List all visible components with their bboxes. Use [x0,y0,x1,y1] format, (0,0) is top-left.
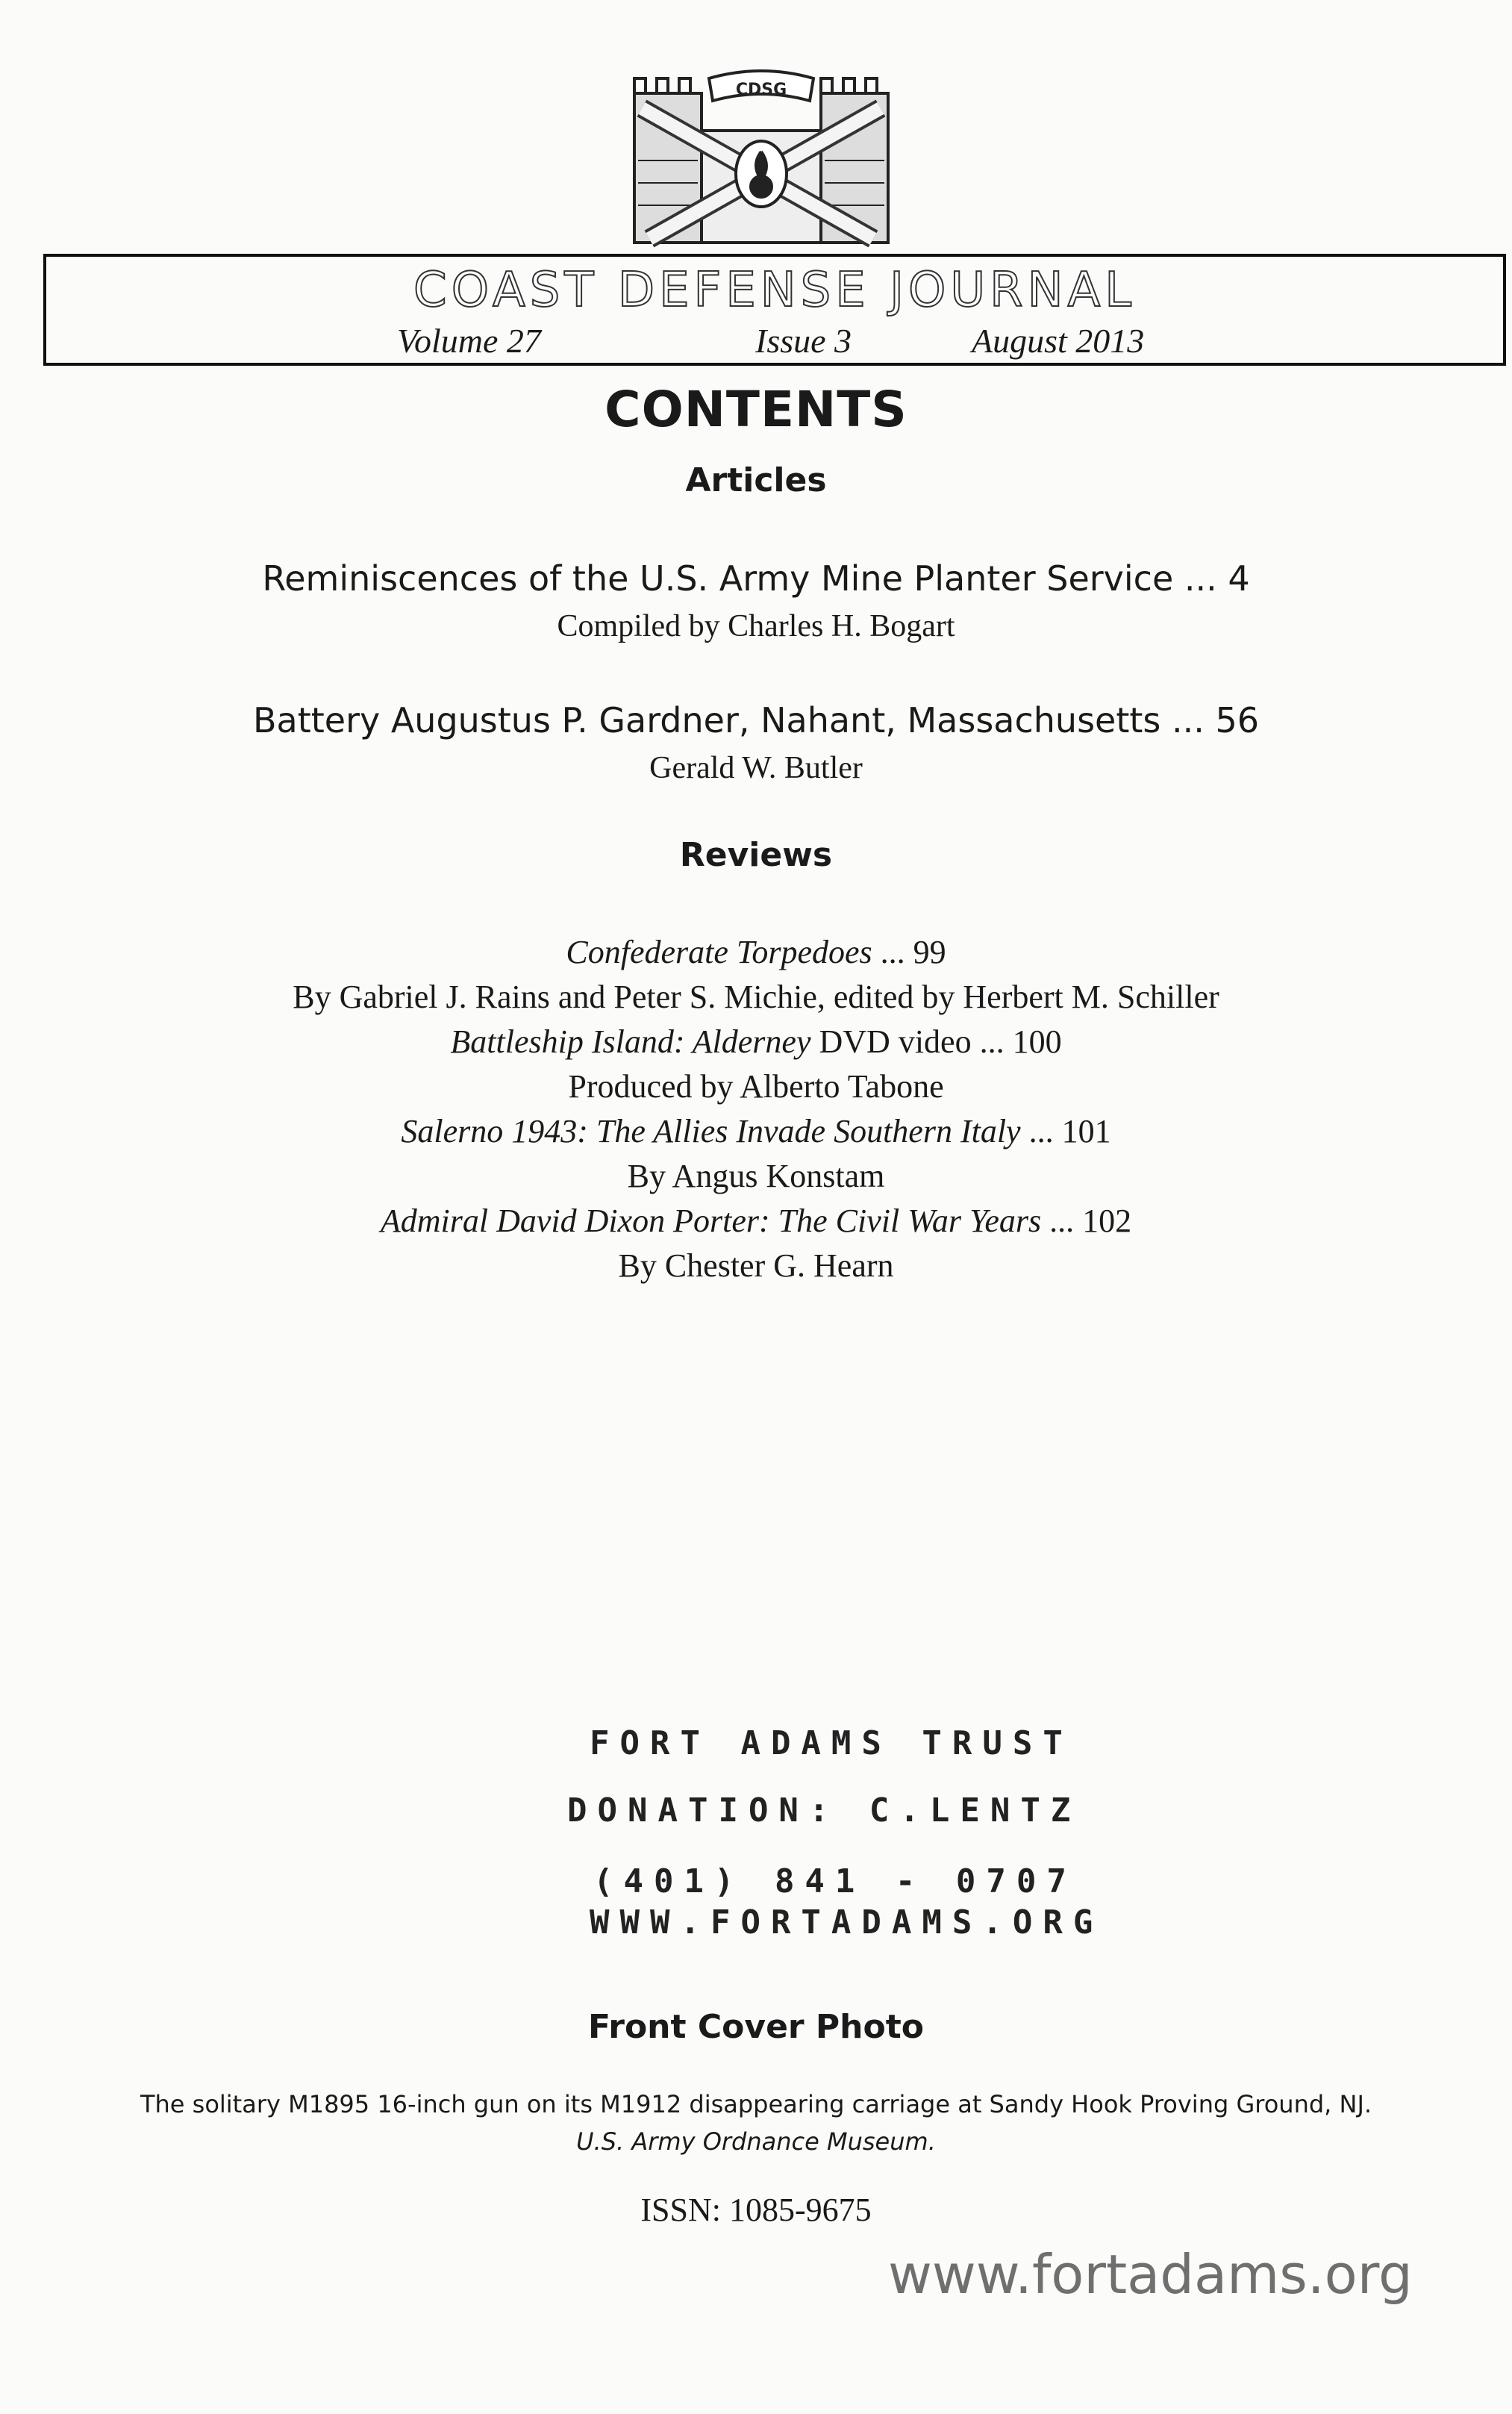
cdsg-logo [627,63,896,254]
article-author: Compiled by Charles H. Bogart [557,609,955,643]
review-page: ... 101 [1020,1113,1111,1150]
articles-heading: Articles [685,461,827,499]
review-byline: By Gabriel J. Rains and Peter S. Michie, edited by Herbert M. Schiller [293,979,1219,1015]
review-title-line [0,1202,1512,1240]
cover-photo-caption: The solitary M1895 16-inch gun on its M1912 disappearing carriage at Sandy Hook Proving Ground, NJ. [140,2090,1372,2118]
article-author: Gerald W. Butler [649,751,863,785]
stamp-line: FORT ADAMS TRUST [590,1724,1073,1762]
stamp-line: WWW.FORTADAMS.ORG [590,1903,1104,1942]
review-page: DVD video ... 100 [810,1023,1062,1060]
journal-title: COAST DEFENSE JOURNAL [413,263,1136,318]
review-title: Confederate Torpedoes [566,934,872,970]
reviews-heading: Reviews [679,836,833,874]
article-title: Battery Augustus P. Gardner, Nahant, Massachusetts ... 56 [252,700,1260,740]
contents-heading: CONTENTS [605,381,907,438]
watermark-url: www.fortadams.org [888,2243,1413,2306]
issn-label: ISSN: 1085-9675 [640,2192,872,2228]
review-page: ... 102 [1041,1203,1132,1239]
review-byline: Produced by Alberto Tabone [568,1068,944,1105]
review-page: ... 99 [872,934,946,970]
review-title: Salerno 1943: The Allies Invade Southern Italy [401,1113,1021,1150]
cover-photo-heading: Front Cover Photo [588,2008,924,2046]
review-title: Battleship Island: Alderney [450,1023,811,1060]
volume-label: Volume 27 [397,322,541,360]
review-title-line [0,933,1512,971]
review-byline: By Chester G. Hearn [618,1247,894,1284]
issue-label: Issue 3 [755,322,852,360]
review-byline: By Angus Konstam [627,1158,885,1194]
article-title: Reminiscences of the U.S. Army Mine Planter Service ... 4 [262,558,1250,599]
cover-photo-credit: U.S. Army Ordnance Museum. [576,2127,936,2156]
review-title-line [0,1112,1512,1150]
stamp-line: DONATION: C.LENTZ [567,1791,1081,1830]
logo-label: CDSG [735,81,787,99]
masthead-box [43,254,1506,366]
review-title-line [0,1023,1512,1061]
review-title: Admiral David Dixon Porter: The Civil War Years [380,1203,1042,1239]
date-label: August 2013 [972,322,1145,360]
stamp-line: (401) 841 - 0707 [593,1862,1077,1900]
